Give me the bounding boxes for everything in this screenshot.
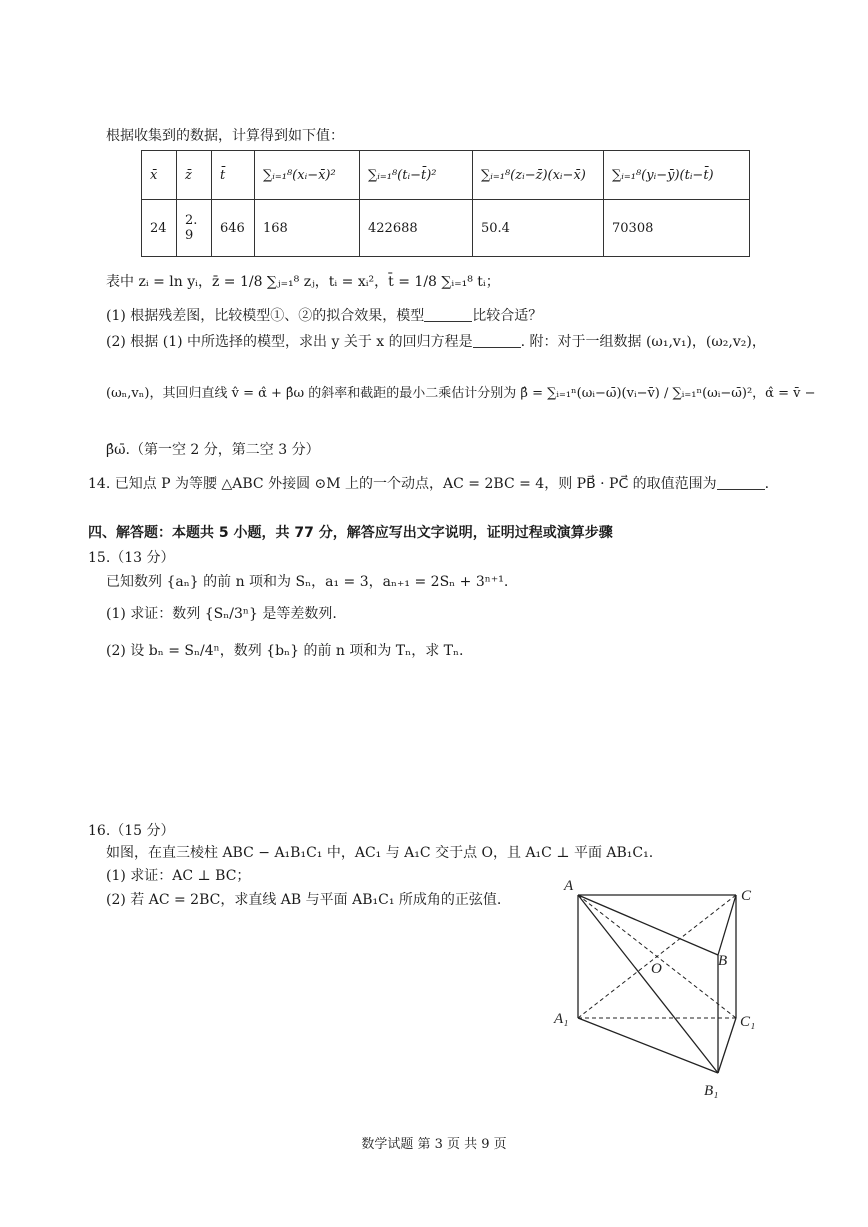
q16-part1: (1) 求证：AC ⊥ BC；: [106, 868, 251, 884]
label-B: B: [718, 953, 728, 969]
q15-heading: 15.（13 分）: [88, 550, 175, 566]
table-header-cell: x̄: [142, 151, 177, 200]
section-heading: 四、解答题：本题共 5 小题，共 77 分，解答应写出文字说明，证明过程或演算步骤: [88, 525, 613, 541]
label-O: O: [651, 961, 662, 977]
label-A: A: [564, 878, 574, 894]
q14: 14. 已知点 P 为等腰 △ABC 外接圆 ⊙M 上的一个动点，AC = 2BC = 4，则 PB⃗ · PC⃗ 的取值范围为 .: [88, 476, 770, 492]
edge-AB: [578, 895, 718, 955]
table-header-cell: ∑ᵢ₌₁⁸(tᵢ−t̄)²: [360, 151, 473, 200]
edge-BC: [718, 895, 736, 955]
q13-part2: [106, 332, 766, 352]
table-header-cell: ∑ᵢ₌₁⁸(yᵢ−ȳ)(tᵢ−t̄): [604, 151, 750, 200]
q16-heading: 16.（15 分）: [88, 823, 175, 839]
table-header-cell: t̄: [212, 151, 255, 200]
q13-part2-tail: . 附：对于一组数据 (ω₁,v₁)，(ω₂,v₂)，: [520, 334, 766, 350]
table-header-cell: z̄: [177, 151, 212, 200]
q14-text: 14. 已知点 P 为等腰 △ABC 外接圆 ⊙M 上的一个动点，AC = 2BC = 4，则 PB⃗ · PC⃗ 的取值范围为: [88, 476, 717, 492]
table-value-cell: 70308: [604, 200, 750, 257]
q13-part1: [106, 306, 542, 326]
statistics-table: [141, 150, 750, 257]
q15-part1: (1) 求证：数列 {Sₙ/3ⁿ} 是等差数列.: [106, 606, 337, 622]
table-notes: 表中 zᵢ = ln yᵢ，z̄ = 1/8 ∑ⱼ₌₁⁸ zⱼ，tᵢ = xᵢ²，t̄ = 1/8 ∑ᵢ₌₁⁸ tᵢ；: [106, 274, 500, 290]
q13-part1-tail: 比较合适？: [472, 308, 543, 324]
table-value-cell: 2.9: [177, 200, 212, 257]
q13-part1-text: (1) 根据残差图，比较模型①、②的拟合效果，模型: [106, 308, 425, 324]
edge-B1C1: [718, 1018, 736, 1073]
intro-text: 根据收集到的数据，计算得到如下值：: [106, 128, 344, 144]
q13-score: β̂ω̄.（第一空 2 分，第二空 3 分）: [106, 442, 320, 458]
label-A1: A₁: [554, 1011, 569, 1027]
answer-blank: [424, 307, 472, 322]
prism-figure: [548, 870, 778, 1110]
label-C: C: [741, 888, 752, 904]
table-value-cell: 646: [212, 200, 255, 257]
q16-stem: 如图，在直三棱柱 ABC − A₁B₁C₁ 中，AC₁ 与 A₁C 交于点 O，且 A₁C ⊥ 平面 AB₁C₁.: [106, 845, 654, 861]
label-B1: B₁: [704, 1083, 719, 1099]
q15-part2: (2) 设 bₙ = Sₙ/4ⁿ，数列 {bₙ} 的前 n 项和为 Tₙ，求 Tₙ.: [106, 643, 464, 659]
answer-blank: [473, 333, 521, 348]
page-footer: 数学试题 第 3 页 共 9 页: [361, 1137, 507, 1152]
answer-blank: [717, 475, 765, 490]
table-value-cell: 422688: [360, 200, 473, 257]
table-value-cell: 24: [142, 200, 177, 257]
table-header-cell: ∑ᵢ₌₁⁸(xᵢ−x̄)²: [255, 151, 360, 200]
q13-part2-text: (2) 根据 (1) 中所选择的模型，求出 y 关于 x 的回归方程是: [106, 334, 473, 350]
table-value-row: [142, 200, 750, 257]
table-value-cell: 50.4: [473, 200, 604, 257]
table-value-cell: 168: [255, 200, 360, 257]
q15-stem: 已知数列 {aₙ} 的前 n 项和为 Sₙ，a₁ = 3，aₙ₊₁ = 2Sₙ + 3ⁿ⁺¹.: [106, 574, 509, 590]
q16-part2: (2) 若 AC = 2BC，求直线 AB 与平面 AB₁C₁ 所成角的正弦值.: [106, 892, 502, 908]
q13-formula: (ωₙ,vₙ)，其回归直线 v̂ = α̂ + β̂ω 的斜率和截距的最小二乘估计分别为 β̂ = ∑ᵢ₌₁ⁿ(ωᵢ−ω̄)(vᵢ−v̄) / ∑ᵢ₌₁ⁿ(ωᵢ−ω̄)²，α̂ = v̄ −: [106, 386, 816, 401]
label-C1: C₁: [740, 1014, 756, 1030]
table-header-cell: ∑ᵢ₌₁⁸(zᵢ−z̄)(xᵢ−x̄): [473, 151, 604, 200]
segment-AB1: [578, 895, 718, 1073]
table-header-row: [142, 151, 750, 200]
